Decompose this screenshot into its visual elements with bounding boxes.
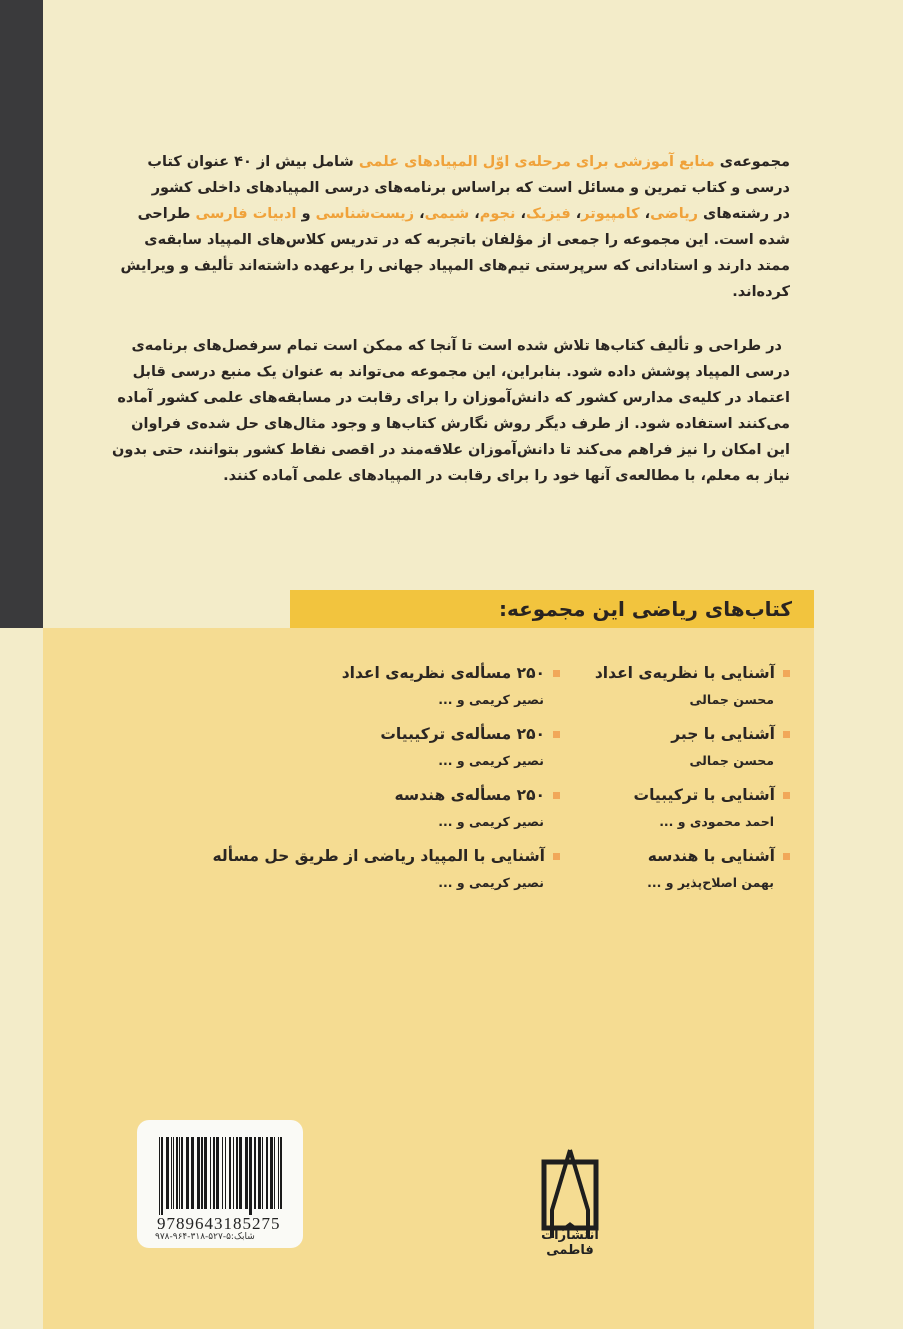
bullet-icon	[553, 670, 560, 677]
book-title-row	[213, 780, 560, 810]
bullet-icon	[783, 792, 790, 799]
book-author: نصیر کریمی و ...	[438, 692, 544, 707]
text-segment: ،	[469, 206, 480, 222]
book-item	[595, 719, 790, 780]
paragraph-line	[151, 175, 790, 201]
barcode-bar	[210, 1137, 211, 1209]
book-title: آشنایی با هندسه	[647, 847, 775, 865]
book-author: نصیر کریمی و ...	[438, 875, 544, 890]
barcode-bar	[280, 1137, 282, 1209]
text-segment: ،	[639, 206, 651, 222]
highlighted-text: نجوم	[479, 206, 516, 222]
barcode-bar	[254, 1137, 256, 1209]
book-author: محسن جمالی	[689, 753, 774, 768]
book-item	[213, 658, 560, 719]
text-segment: و	[296, 206, 316, 222]
paragraph-line: می‌کنند استفاده شود. از طرف دیگر روش نگارش کتاب‌ها و وجود مثال‌های حل شده‌ی فراوان	[131, 416, 790, 432]
text-segment: ،	[515, 206, 526, 222]
paragraph-line: این امکان را نیز فراهم می‌کند تا دانش‌آموزان علاقه‌مند در اقصی نقاط کشور بتوانند، حتی بدون	[112, 442, 790, 458]
book-author: نصیر کریمی و ...	[438, 753, 544, 768]
barcode-bar	[245, 1137, 248, 1209]
text-segment: مجموعه‌ی	[714, 154, 790, 170]
book-title: ۲۵۰ مسأله‌ی هندسه	[394, 786, 545, 804]
bullet-icon	[553, 731, 560, 738]
barcode-bar	[239, 1137, 242, 1209]
bullet-icon	[553, 792, 560, 799]
book-title-row	[595, 658, 790, 688]
barcode-bar	[204, 1137, 207, 1209]
text-segment: شده است. این مجموعه را جمعی از مؤلفان باتجربه که در تدریس کلاس‌های المپیاد سابقه‌ی	[144, 232, 790, 248]
highlighted-text: ادبیات فارسی	[195, 206, 297, 222]
isbn-text: شابک:۵-۵۲۷-۳۱۸-۹۶۴-۹۷۸	[155, 1232, 255, 1242]
barcode-label	[137, 1120, 303, 1248]
book-title: آشنایی با جبر	[671, 725, 775, 743]
barcode-bar	[258, 1137, 261, 1209]
barcode-bar	[171, 1137, 172, 1209]
book-title: ۲۵۰ مسأله‌ی ترکیبیات	[380, 725, 545, 743]
barcode-bar	[278, 1137, 279, 1209]
paragraph-line	[160, 279, 790, 305]
barcode-bar	[161, 1137, 163, 1215]
paragraph-line	[144, 227, 790, 253]
barcode-bar	[159, 1137, 160, 1215]
book-item	[595, 658, 790, 719]
intro-paragraph-1	[120, 149, 790, 305]
barcode-bar	[166, 1137, 169, 1209]
paragraph-line	[137, 201, 790, 227]
book-author: بهمن اصلاح‌پذیر و ...	[647, 875, 774, 890]
barcode-bar	[236, 1137, 238, 1209]
book-title-row	[213, 841, 560, 871]
barcode-bar	[270, 1137, 273, 1209]
barcode-bar	[179, 1137, 180, 1209]
barcode-bar	[249, 1137, 252, 1215]
barcode-bar	[176, 1137, 178, 1209]
barcode-bar	[186, 1137, 189, 1209]
paragraph-line	[120, 253, 790, 279]
bullet-icon	[553, 853, 560, 860]
barcode-icon	[159, 1137, 283, 1215]
text-segment: شامل بیش از ۴۰ عنوان کتاب	[147, 154, 359, 170]
bullet-icon	[783, 731, 790, 738]
text-segment: ،	[570, 206, 582, 222]
barcode-bar	[181, 1137, 183, 1209]
books-right-column	[595, 658, 790, 902]
paragraph-line: درسی المپیاد پوشش داده شود. بنابراین، این مجموعه می‌تواند به عنوان یک منبع درسی قابل	[132, 364, 790, 380]
text-segment: در رشته‌های	[698, 206, 790, 222]
barcode-bar	[233, 1137, 234, 1209]
text-segment: درسی و کتاب تمرین و مسائل است که براساس برنامه‌های درسی المپیادهای داخلی کشور	[151, 180, 790, 196]
paragraph-line: نیاز به معلم، با مطالعه‌ی آنها خود را برای رقابت در المپیادهای علمی آماده کنند.	[223, 468, 790, 484]
book-title-row	[595, 719, 790, 749]
barcode-bar	[225, 1137, 226, 1209]
barcode-digits: 9789643185275	[157, 1214, 281, 1233]
highlighted-text: زیست‌شناسی	[315, 206, 415, 222]
highlighted-text: کامپیوتر	[581, 206, 640, 222]
paragraph-line	[147, 149, 790, 175]
book-item	[595, 780, 790, 841]
barcode-bar	[266, 1137, 268, 1209]
book-title: آشنایی با ترکیبیات	[633, 786, 775, 804]
book-title-row	[213, 719, 560, 749]
barcode-bar	[222, 1137, 223, 1209]
barcode-bar	[213, 1137, 215, 1209]
barcode-bar	[191, 1137, 194, 1209]
book-item	[213, 841, 560, 902]
book-item	[595, 841, 790, 902]
intro-paragraph-2	[112, 333, 790, 489]
highlighted-text: فیزیک	[525, 206, 571, 222]
barcode-bar	[197, 1137, 200, 1209]
barcode-bar	[216, 1137, 219, 1209]
books-section-heading: کتاب‌های ریاضی این مجموعه:	[290, 590, 814, 628]
paragraph-line: اعتماد در کلیه‌ی مدارس کشور که دانش‌آموزان را برای رقابت در مسابقه‌های علمی کشور آماده	[117, 390, 790, 406]
cover-spine-band	[0, 0, 43, 628]
book-item	[213, 780, 560, 841]
barcode-bar	[201, 1137, 203, 1209]
bullet-icon	[783, 853, 790, 860]
book-author: احمد محمودی و ...	[659, 814, 774, 829]
book-title-row	[595, 841, 790, 871]
book-author: محسن جمالی	[689, 692, 774, 707]
barcode-bar	[274, 1137, 275, 1209]
bullet-icon	[783, 670, 790, 677]
book-title: ۲۵۰ مسأله‌ی نظریه‌ی اعداد	[341, 664, 545, 682]
publisher-name: انتشارات فاطمی	[541, 1228, 599, 1258]
book-title-row	[213, 658, 560, 688]
text-segment: کرده‌اند.	[732, 284, 790, 300]
text-segment: طراحی	[137, 206, 196, 222]
highlighted-text: منابع آموزشی برای مرحله‌ی اوّل المپیادهای علمی	[358, 154, 715, 170]
book-title: آشنایی با المپیاد ریاضی از طریق حل مسأله	[212, 847, 545, 865]
text-segment: ممتد دارند و استادانی که سرپرستی تیم‌های المپیاد جهانی را برعهده داشته‌اند تألیف و ویرایش	[120, 258, 790, 274]
book-author: نصیر کریمی و ...	[438, 814, 544, 829]
book-title: آشنایی با نظریه‌ی اعداد	[594, 664, 775, 682]
book-item	[213, 719, 560, 780]
barcode-bar	[173, 1137, 174, 1209]
highlighted-text: ریاضی	[650, 206, 698, 222]
book-title-row	[595, 780, 790, 810]
paragraph-line: در طراحی و تألیف کتاب‌ها تلاش شده است تا آنجا که ممکن است تمام سرفصل‌های برنامه‌ی	[131, 338, 782, 354]
barcode-bar	[229, 1137, 231, 1209]
text-segment: ،	[414, 206, 425, 222]
books-left-column	[213, 658, 560, 902]
barcode-bar	[262, 1137, 263, 1209]
highlighted-text: شیمی	[424, 206, 470, 222]
